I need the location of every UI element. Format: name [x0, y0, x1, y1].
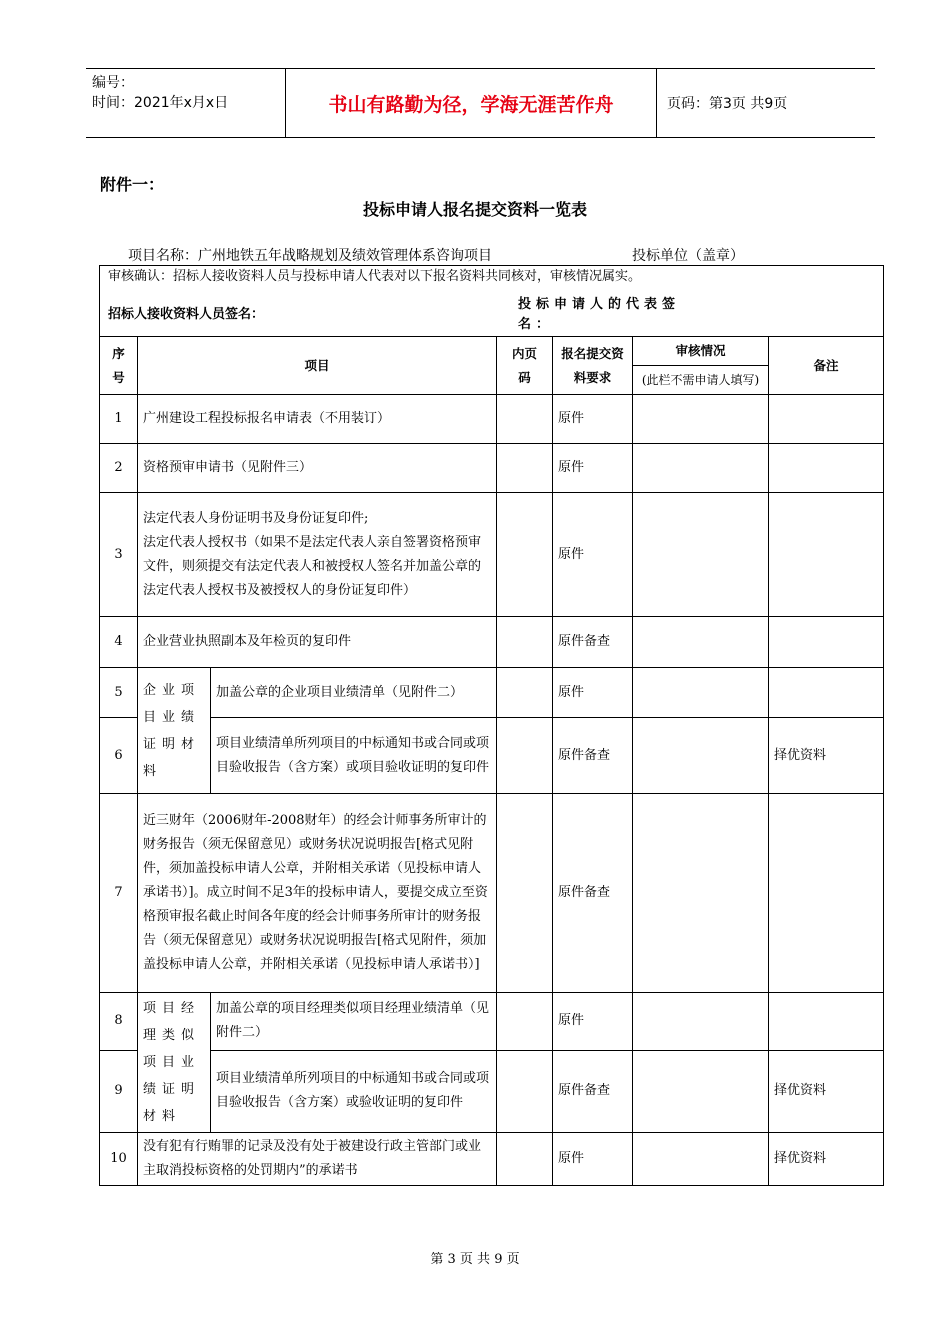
review-note: (此栏不需申请人填写) — [633, 366, 769, 395]
row-review — [633, 1050, 769, 1132]
row-review — [633, 993, 769, 1051]
row-page — [497, 794, 553, 993]
row-seq: 2 — [100, 444, 138, 493]
col-requirement-header: 报名提交资料要求 — [553, 337, 633, 395]
table-row — [100, 993, 884, 1051]
row-seq: 6 — [100, 718, 138, 794]
row-review — [633, 493, 769, 617]
row-remark — [769, 993, 884, 1051]
row-seq: 8 — [100, 993, 138, 1051]
row-req: 原件 — [553, 668, 633, 718]
number-label: 编号： — [92, 75, 134, 91]
row-seq: 1 — [100, 395, 138, 444]
document-title: 投标申请人报名提交资料一览表 — [362, 200, 587, 219]
row-req: 原件 — [553, 444, 633, 493]
row-item: 没有犯有行贿罪的记录及没有处于被建设行政主管部门或业主取消投标资格的处罚期内”的承诺书 — [138, 1133, 497, 1186]
col-remark-header: 备注 — [769, 337, 884, 395]
row-seq: 10 — [100, 1133, 138, 1186]
row-remark — [769, 794, 884, 993]
row-seq: 9 — [100, 1050, 138, 1132]
time-label: 时间：2021年x月x日 — [92, 95, 229, 111]
row-remark: 择优资料 — [769, 718, 884, 794]
row-page — [497, 1133, 553, 1186]
row-page — [497, 444, 553, 493]
submission-table — [99, 265, 884, 1186]
row-page — [497, 668, 553, 718]
table-row — [100, 668, 884, 718]
row-remark — [769, 395, 884, 444]
row-seq: 7 — [100, 794, 138, 993]
applicant-sign-label: 投标申请人的代表签名： — [518, 297, 681, 332]
row-item: 资格预审申请书（见附件三） — [138, 444, 497, 493]
row-review — [633, 617, 769, 668]
table-row — [100, 395, 884, 444]
row-page — [497, 1050, 553, 1132]
row-remark — [769, 668, 884, 718]
project-name: 项目名称：广州地铁五年战略规划及绩效管理体系咨询项目 — [128, 248, 492, 264]
row-req: 原件 — [553, 493, 633, 617]
header-page-label: 页码：第3页 共9页 — [667, 96, 788, 112]
row-review — [633, 1133, 769, 1186]
row-seq: 5 — [100, 668, 138, 718]
row-remark — [769, 444, 884, 493]
table-row — [100, 617, 884, 668]
row-req: 原件备查 — [553, 1050, 633, 1132]
row-req: 原件备查 — [553, 718, 633, 794]
row-page — [497, 718, 553, 794]
review-confirm-text: 审核确认：招标人接收资料人员与投标申请人代表对以下报名资料共同核对，审核情况属实。 — [108, 269, 642, 284]
col-item-header: 项目 — [138, 337, 497, 395]
header-slogan: 书山有路勤为径，学海无涯苦作舟 — [285, 69, 657, 137]
row-review — [633, 718, 769, 794]
confirm-row — [100, 266, 884, 337]
row-review — [633, 668, 769, 718]
table-row — [100, 493, 884, 617]
col-seq-header: 序号 — [100, 337, 138, 395]
header-left — [92, 73, 228, 113]
table-row — [100, 718, 884, 794]
row-page — [497, 617, 553, 668]
row-item: 法定代表人身份证明书及身份证复印件; 法定代表人授权书（如果不是法定代表人亲自签署资格预审文件，则须提交有法定代表人和被授权人签名并加盖公章的法定代表人授权书及被授权人的身份证复印件） — [138, 493, 497, 617]
row-req: 原件 — [553, 395, 633, 444]
table-row — [100, 444, 884, 493]
table-row — [100, 1050, 884, 1132]
group-label: 项目经理类似项目业绩证明材料 — [138, 993, 211, 1133]
header-row-1 — [100, 337, 884, 366]
row-seq: 3 — [100, 493, 138, 617]
attachment-label: 附件一： — [100, 175, 165, 194]
row-page — [497, 493, 553, 617]
row-page — [497, 395, 553, 444]
row-item: 加盖公章的企业项目业绩清单（见附件二） — [211, 668, 497, 718]
row-item: 广州建设工程投标报名申请表（不用装订） — [138, 395, 497, 444]
page-footer: 第 3 页 共 9 页 — [430, 1252, 520, 1267]
row-remark: 择优资料 — [769, 1133, 884, 1186]
row-review — [633, 395, 769, 444]
row-remark — [769, 493, 884, 617]
row-req: 原件备查 — [553, 794, 633, 993]
row-remark: 择优资料 — [769, 1050, 884, 1132]
table-row — [100, 794, 884, 993]
row-req: 原件 — [553, 1133, 633, 1186]
receiver-sign-label: 招标人接收资料人员签名： — [108, 307, 265, 322]
row-req: 原件备查 — [553, 617, 633, 668]
row-item: 项目业绩清单所列项目的中标通知书或合同或项目验收报告（含方案）或项目验收证明的复印件 — [211, 718, 497, 794]
row-remark — [769, 617, 884, 668]
row-review — [633, 444, 769, 493]
row-seq: 4 — [100, 617, 138, 668]
row-review — [633, 794, 769, 993]
row-page — [497, 993, 553, 1051]
bidder-unit: 投标单位（盖章） — [632, 248, 744, 264]
col-page-header: 内页码 — [497, 337, 553, 395]
row-item: 项目业绩清单所列项目的中标通知书或合同或项目验收报告（含方案）或验收证明的复印件 — [211, 1050, 497, 1132]
table-row — [100, 1133, 884, 1186]
row-item: 加盖公章的项目经理类似项目经理业绩清单（见附件二） — [211, 993, 497, 1051]
row-item: 企业营业执照副本及年检页的复印件 — [138, 617, 497, 668]
row-item: 近三财年（2006财年-2008财年）的经会计师事务所审计的财务报告（须无保留意见）或财务状况说明报告[格式见附件，须加盖投标申请人公章，并附相关承诺（见投标申请人承诺书）]。成立时间不足3年的投标申请人，要提交成立至资格预审报名截止时间各年度的经会计师事务所审计的财务报告（须无保留意见）或财务状况说明报告[格式见附件，须加盖投标申请人公章，并附相关承诺（见投标申请人承诺书）] — [138, 794, 497, 993]
row-req: 原件 — [553, 993, 633, 1051]
col-review-header: 审核情况 — [633, 337, 769, 366]
group-label: 企业项目业绩证明材料 — [138, 668, 211, 794]
page-header — [86, 68, 875, 138]
